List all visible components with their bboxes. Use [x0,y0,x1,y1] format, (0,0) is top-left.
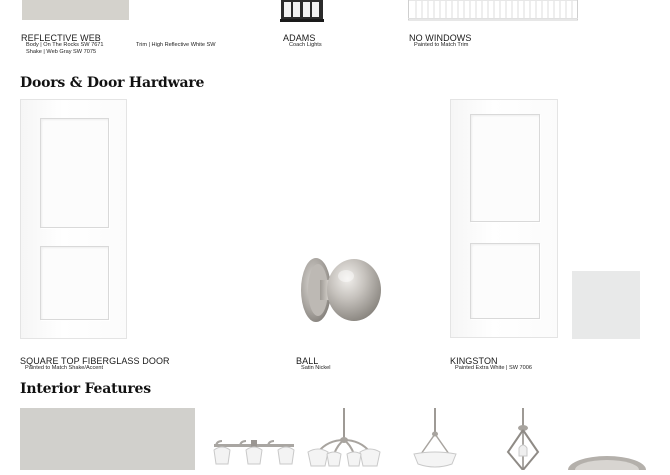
siding-name: REFLECTIVE WEB [21,33,101,43]
garage-name: NO WINDOWS [409,33,472,43]
pendant-light-image [410,408,460,470]
interior-door-image [450,99,558,338]
wall-color-swatch [20,408,195,470]
lights-detail: Coach Lights [289,42,322,48]
front-door-name: SQUARE TOP FIBERGLASS DOOR [20,356,170,366]
interior-door-detail: Painted Extra White | SW 7006 [455,365,533,371]
interior-door-name: KINGSTON [450,356,498,366]
chandelier-image [305,408,383,470]
front-door-detail: Painted to Match Shake/Accent [25,365,104,371]
hardware-detail: Satin Nickel [301,365,331,371]
flush-mount-light-image [566,452,648,470]
siding-detail-body: Body | On The Rocks SW 7671 [26,42,104,48]
front-door-image [20,99,127,339]
siding-detail-shake: Shake | Web Gray SW 7075 [26,49,97,55]
garage-door-image [408,0,578,21]
coach-light-image [280,0,324,22]
hardware-name: BALL [296,356,319,366]
lights-name: ADAMS [283,33,316,43]
interior-door-color-swatch [572,271,640,339]
ball-knob-image [296,252,384,326]
siding-detail-trim: Trim | High Reflective White SW [136,42,216,48]
doors-section-title: Doors & Door Hardware [20,75,205,91]
siding-color-swatch [22,0,129,20]
lantern-pendant-image [500,408,546,470]
vanity-light-image [210,430,298,470]
interior-section-title: Interior Features [20,381,151,397]
garage-detail: Painted to Match Trim [414,42,469,48]
